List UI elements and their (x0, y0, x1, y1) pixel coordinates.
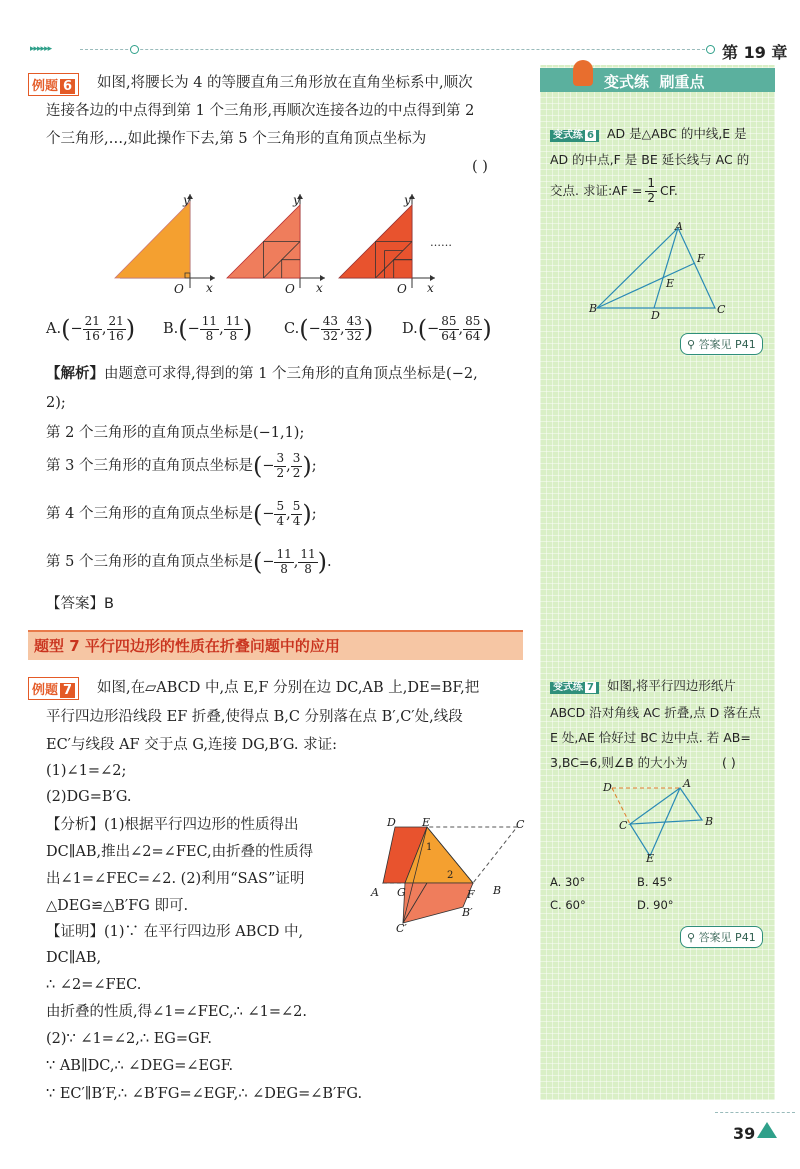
var7-figure (600, 780, 710, 865)
figure3 (339, 194, 435, 288)
var6-C: C (717, 303, 726, 316)
fig2-y: y (293, 193, 300, 207)
fig7-Cprime: C′ (396, 922, 407, 935)
var6-A: A (675, 220, 683, 233)
page-number: 39 (733, 1124, 756, 1143)
ex7-q1: (1)∠1=∠2; (46, 763, 127, 779)
answer-6: 【答案】B (46, 596, 114, 612)
sol-line3: 第 3 个三角形的直角顶点坐标是 ( − $\frac{3}{2}$ , $\frac{3}{2}$ ) ; (46, 451, 317, 481)
fig7-Bprime: B′ (462, 906, 473, 919)
sol-line1b: 2); (46, 395, 66, 411)
var6-answer-link[interactable]: ⚲ 答案见 P41 (680, 333, 763, 355)
var7-opt-b: B. 45° (637, 875, 673, 889)
fig7-B: B (493, 884, 502, 897)
sol-line5: 第 5 个三角形的直角顶点坐标是 ( − $\frac{11}{8}$ , $\frac{11}{8}$ ) . (46, 547, 332, 577)
var6-B: B (589, 302, 598, 315)
ex7-pf3: ∴ ∠2=∠FEC. (46, 977, 142, 993)
ex6-line2: 连接各边的中点得到第 1 个三角形,再顺次连接各边的中点得到第 2 (46, 103, 475, 119)
var6-F: F (697, 252, 705, 265)
var7-opt-d: D. 90° (637, 898, 674, 912)
header-rule (80, 49, 710, 50)
fig2-x: x (316, 281, 323, 295)
var7-paren: ( ) (722, 755, 736, 770)
chapter-label: 第 19 章 (722, 43, 788, 62)
var7-answer-link[interactable]: ⚲ 答案见 P41 (680, 926, 763, 948)
ex7-pf5: (2)∵ ∠1=∠2,∴ EG=GF. (46, 1031, 213, 1047)
example6-badge: 例题 6 (28, 73, 79, 96)
fig7-angle1: 1 (426, 842, 433, 853)
type7-title: 题型 7 平行四边形的性质在折叠问题中的应用 (34, 637, 340, 655)
fig7-D: D (387, 816, 396, 829)
option-d: D. ( − $\frac{85}{64}$ , $\frac{85}{64}$ ) (402, 314, 492, 344)
option-b: B. ( − $\frac{11}{8}$ , $\frac{11}{8}$ ) (163, 314, 253, 344)
var7-B: B (705, 815, 714, 828)
ex6-line3: 个三角形,…,如此操作下去,第 5 个三角形的直角顶点坐标为 (46, 131, 427, 147)
fig3-x: x (427, 281, 434, 295)
var7-opt-a: A. 30° (550, 875, 586, 889)
sidebar-mascot-icon (573, 60, 593, 86)
var6-figure (585, 222, 735, 322)
var7-line2: ABCD 沿对角线 AC 折叠,点 D 落在点 (550, 705, 761, 720)
ex7-line2: 平行四边形沿线段 EF 折叠,使得点 B,C 分别落在点 B′,C′处,线段 (46, 709, 463, 725)
fig2-o: O (285, 282, 295, 296)
var7-D: D (603, 781, 612, 794)
ex7-an3: 出∠1=∠FEC=∠2. (2)利用“SAS”证明 (46, 871, 305, 887)
fig3-y: y (404, 193, 411, 207)
var7-C: C (619, 819, 628, 832)
ex7-an4: △DEG≌△B′FG 即可. (46, 898, 189, 914)
var7-opt-c: C. 60° (550, 898, 586, 912)
ex6-line1: 如图,将腰长为 4 的等腰直角三角形放在直角坐标系中,顺次 (97, 75, 473, 91)
fig7-A: A (371, 886, 379, 899)
var6-line3: 交点. 求证:AF = $\frac{1}{2}$ CF. (550, 176, 678, 205)
ex7-an1: 【分析】(1)根据平行四边形的性质得出 (46, 817, 299, 833)
fig7-C: C (516, 818, 525, 831)
fig1-y: y (183, 193, 190, 207)
ex7-pf1: 【证明】(1)∵ 在平行四边形 ABCD 中, (46, 924, 304, 940)
var7-line4: 3,BC=6,则∠B 的大小为 (550, 755, 688, 770)
fig3-o: O (397, 282, 407, 296)
var6-line2: AD 的中点,F 是 BE 延长线与 AC 的 (550, 152, 750, 167)
var6-line1: 变式练 6 AD 是△ABC 的中线,E 是 (550, 128, 747, 142)
ex7-an2: DC∥AB,推出∠2=∠FEC,由折叠的性质得 (46, 844, 314, 860)
var7-A: A (683, 777, 691, 790)
figure2 (227, 194, 325, 288)
var6-E: E (666, 277, 675, 290)
fig1-o: O (174, 282, 184, 296)
footer-rule (715, 1112, 795, 1113)
ex7-pf4: 由折叠的性质,得∠1=∠FEC,∴ ∠1=∠2. (46, 1004, 307, 1020)
ex6-paren: ( ) (472, 159, 488, 175)
sol-line1: 【解析】由题意可求得,得到的第 1 个三角形的直角顶点坐标是(−2, (46, 366, 478, 382)
var7-E: E (646, 852, 655, 865)
ex7-pf6: ∵ AB∥DC,∴ ∠DEG=∠EGF. (46, 1058, 234, 1074)
footer-logo-icon (757, 1122, 777, 1138)
ex7-line3: EC′与线段 AF 交于点 G,连接 DG,B′G. 求证: (46, 737, 338, 753)
option-c: C. ( − $\frac{43}{32}$ , $\frac{43}{32}$ ) (284, 314, 374, 344)
var7-line3: E 处,AE 恰好过 BC 边中点. 若 AB= (550, 730, 751, 745)
header-arrows: ▸▸▸▸▸▸ (30, 44, 52, 54)
figure1 (115, 194, 215, 288)
fig7-angle2: 2 (447, 870, 454, 881)
header-dot (130, 45, 139, 54)
fig-ellipsis: …… (430, 236, 452, 249)
ex7-pf2: DC∥AB, (46, 950, 102, 966)
ex7-line1: 如图,在▱ABCD 中,点 E,F 分别在边 DC,AB 上,DE=BF,把 (97, 680, 480, 696)
option-a: A. ( − $\frac{21}{16}$ , $\frac{21}{16}$ ) (46, 314, 136, 344)
fig7-F: F (467, 888, 475, 901)
ex7-pf7: ∵ EC′∥B′F,∴ ∠B′FG=∠EGF,∴ ∠DEG=∠B′FG. (46, 1086, 363, 1102)
header-dot-right (706, 45, 715, 54)
sidebar-title: 变式练 刷重点 (604, 73, 705, 91)
var7-line1: 变式练 7 如图,将平行四边形纸片 (550, 680, 736, 694)
fig7-E: E (422, 816, 431, 829)
sol-line4: 第 4 个三角形的直角顶点坐标是 ( − $\frac{5}{4}$ , $\frac{5}{4}$ ) ; (46, 499, 317, 529)
sol-line2: 第 2 个三角形的直角顶点坐标是(−1,1); (46, 425, 305, 441)
var6-D: D (651, 309, 660, 322)
ex7-q2: (2)DG=B′G. (46, 789, 132, 805)
fig1-x: x (206, 281, 213, 295)
fig7-G: G (397, 886, 406, 899)
example7-badge: 例题 7 (28, 677, 79, 700)
